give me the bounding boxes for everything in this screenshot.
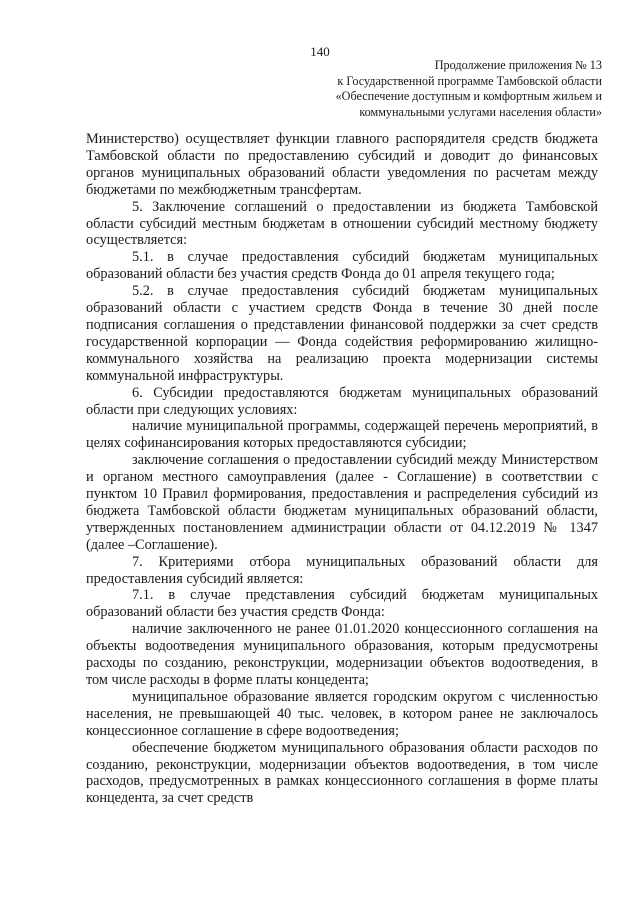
paragraph: 5.1. в случае предоставления субсидий бюджетам муниципальных образований области без участия средств Фонда до 01 апреля текущего года; xyxy=(86,249,598,283)
margin-scan-mark xyxy=(2,488,8,558)
paragraph: 5.2. в случае предоставления субсидий бюджетам муниципальных образований области с участием средств Фонда в течение 30 дней после подписания соглашения о представлении финансовой поддержки за счет средств государственной корпорации — Фонда содействия реформированию жилищно-коммунального хозяйства на реализацию проекта модернизации системы коммунальной инфраструктуры. xyxy=(86,283,598,384)
paragraph: 7.1. в случае представления субсидий бюджетам муниципальных образований области без участия средств Фонда: xyxy=(86,587,598,621)
header-line: «Обеспечение доступным и комфортным жильем и xyxy=(335,89,602,103)
paragraph: наличие муниципальной программы, содержащей перечень мероприятий, в целях софинансирования которых предоставляются субсидии; xyxy=(86,418,598,452)
paragraph: наличие заключенного не ранее 01.01.2020 концессионного соглашения на объекты водоотведения муниципального образования, которым предусмотрены расходы по созданию, реконструкции, модернизации объектов водоотведения, в том числе расходы в форме платы концедента; xyxy=(86,621,598,688)
paragraph: 7. Критериями отбора муниципальных образований области для предоставления субсидий является: xyxy=(86,553,598,587)
header-line: коммунальными услугами населения области» xyxy=(359,104,602,119)
paragraph: 6. Субсидии предоставляются бюджетам муниципальных образований области при следующих условиях: xyxy=(86,384,598,418)
header-line: к Государственной программе Тамбовской области xyxy=(337,73,602,88)
appendix-header xyxy=(302,58,602,120)
header-line: Продолжение приложения № 13 xyxy=(434,58,602,72)
paragraph: Министерство) осуществляет функции главного распорядителя средств бюджета Тамбовской области по предоставлению субсидий и доводит до финансовых органов муниципальных образований области уведомления по расчетам между бюджетами по межбюджетным трансфертам. xyxy=(86,131,598,198)
paragraph: заключение соглашения о предоставлении субсидий между Министерством и органом местного самоуправления (далее - Соглашение) в соответствии с пунктом 10 Правил формирования, предоставления и распределения субсидий из бюджета Тамбовской области бюджетам муниципальных образований области, утвержденных постановлением администрации области от 04.12.2019 № 1347 (далее –Соглашение). xyxy=(86,452,598,553)
page-number: 140 xyxy=(310,44,330,59)
paragraph: 5. Заключение соглашений о предоставлении из бюджета Тамбовской области субсидий местным бюджетам в отношении субсидий местному бюджету осуществляется: xyxy=(86,198,598,249)
paragraph: обеспечение бюджетом муниципального образования области расходов по созданию, реконструкции, модернизации объектов водоотведения, в том числе расходов, предусмотренных в рамках концессионного соглашения в форме платы концедента, за счет средств xyxy=(86,739,598,807)
document-body xyxy=(86,131,598,807)
paragraph: муниципальное образование является городским округом с численностью населения, не превышающей 40 тыс. человек, в котором ранее не заключалось концессионное соглашение в сфере водоотведения; xyxy=(86,688,598,739)
